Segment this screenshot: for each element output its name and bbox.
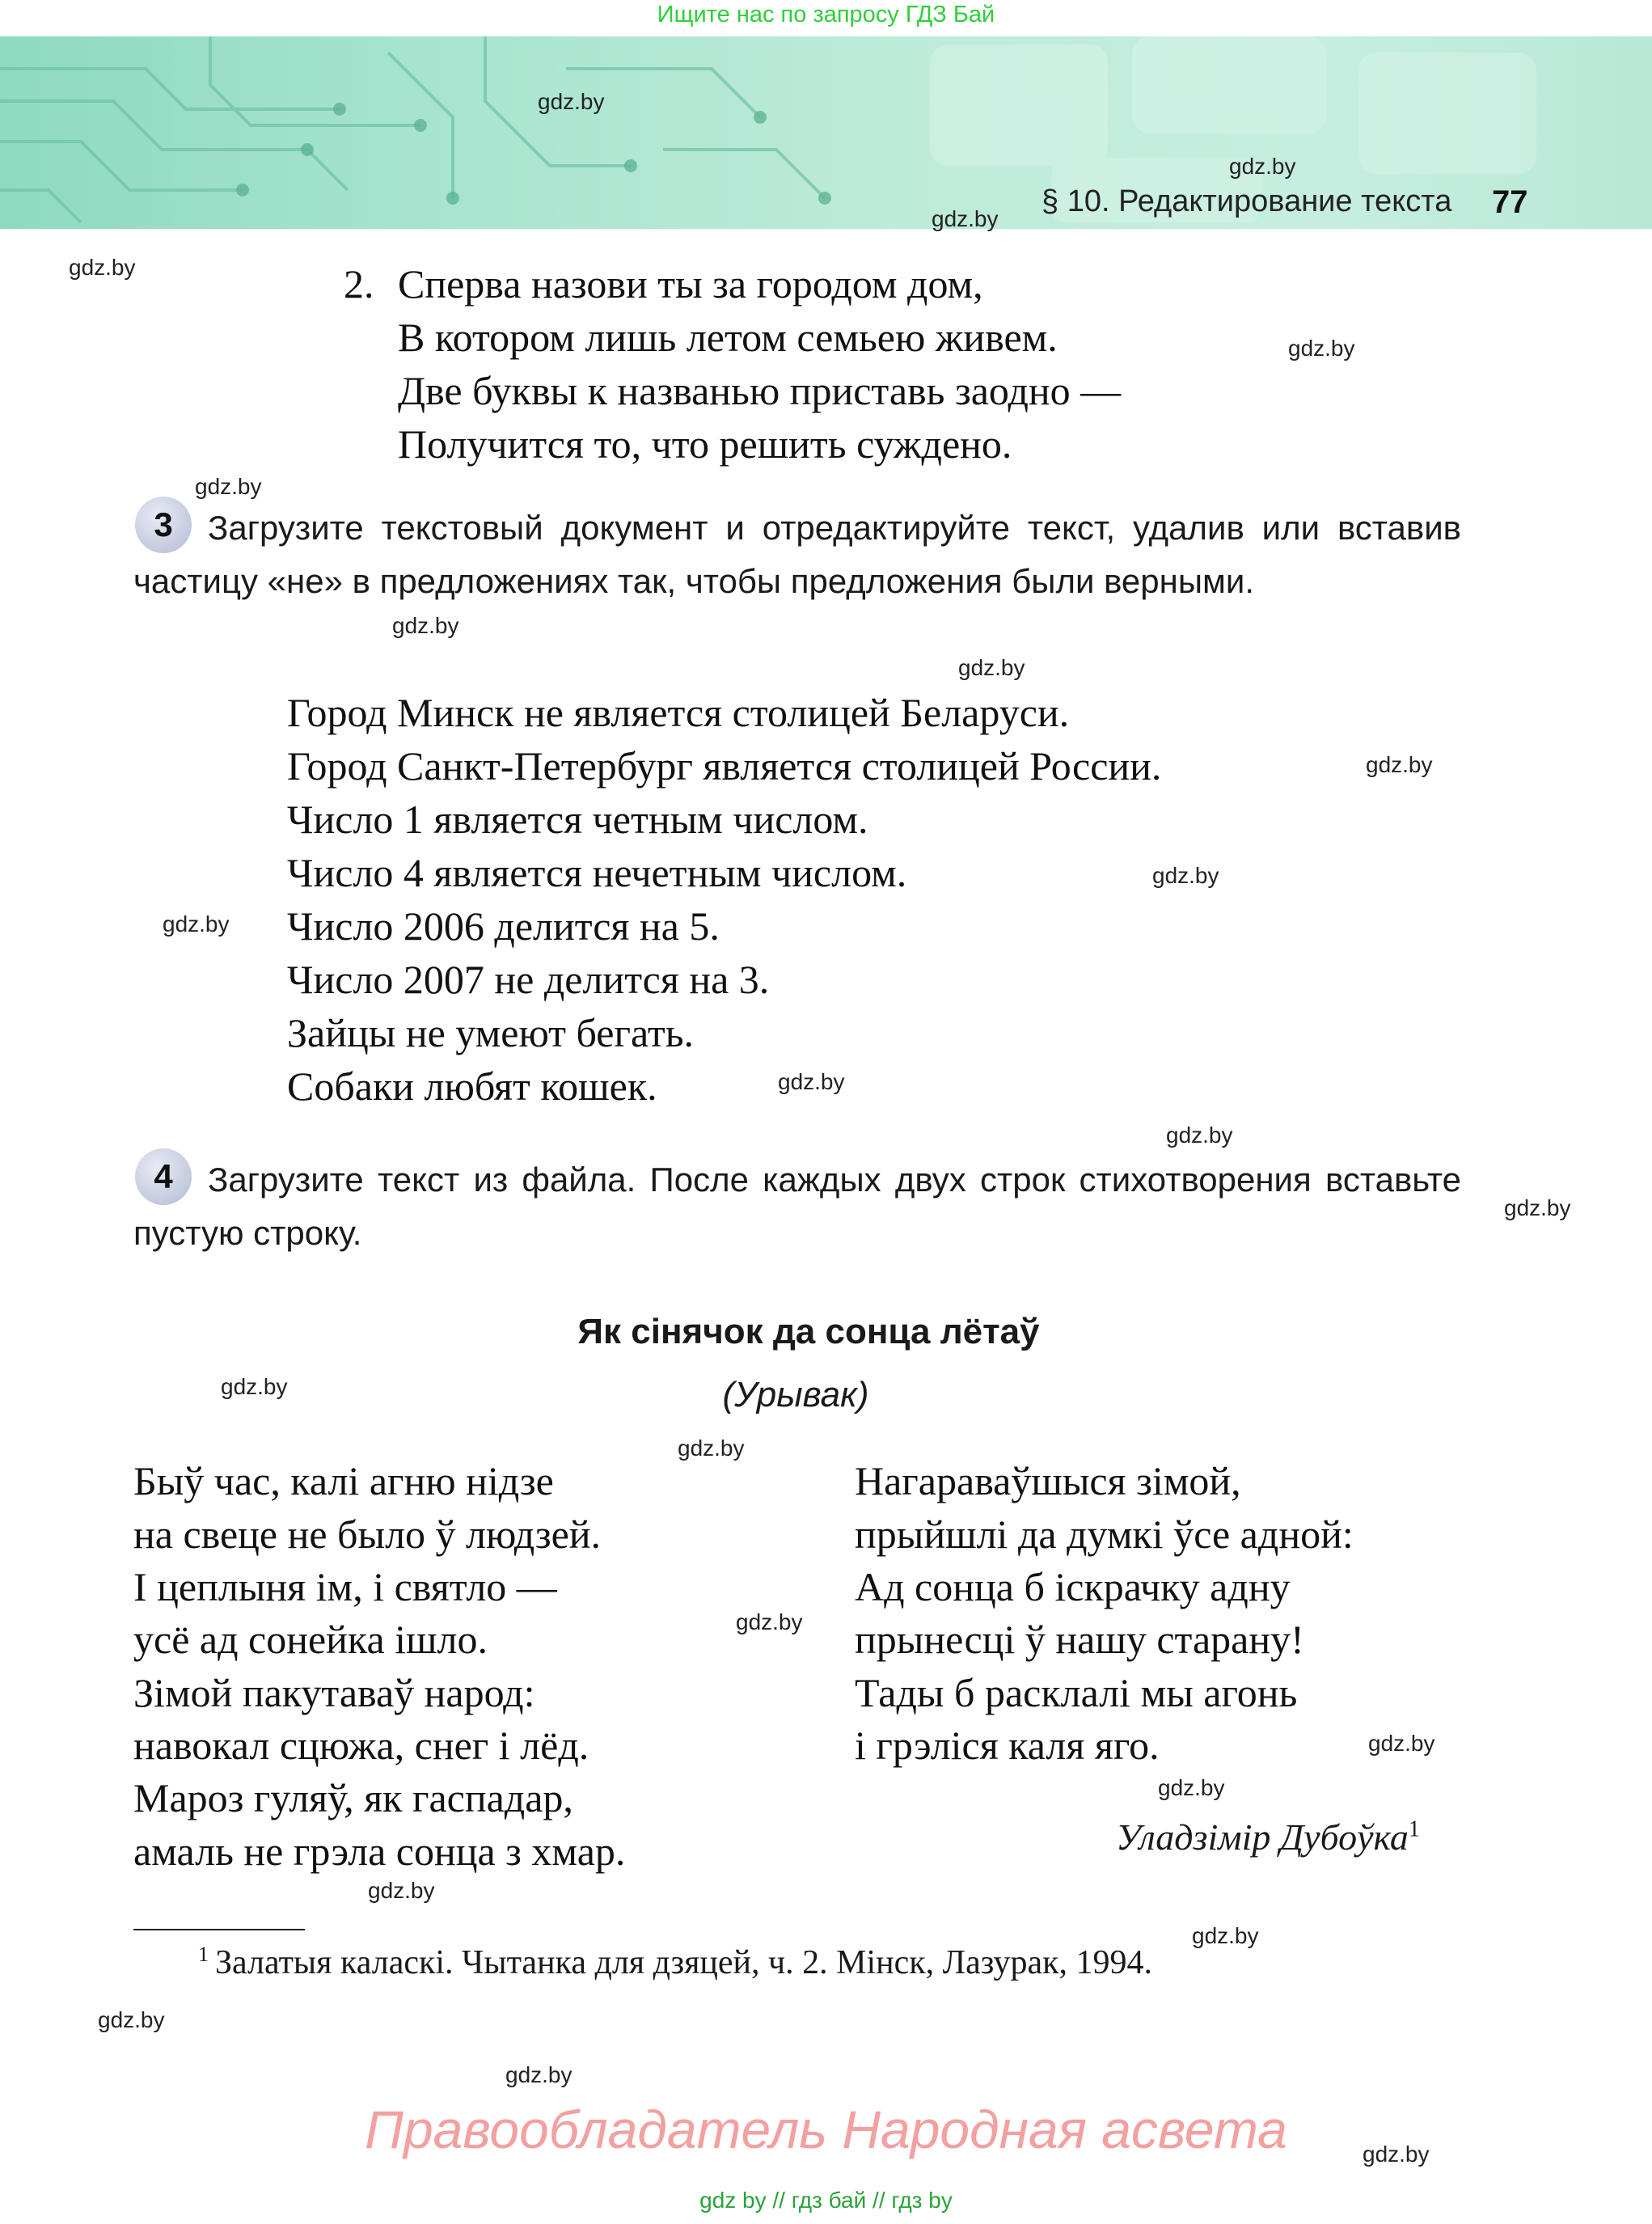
- watermark: gdz.by: [1504, 1195, 1571, 1220]
- poem-line: і грэліся каля яго.: [855, 1723, 1160, 1768]
- poem-line: І цеплыня ім, і святло —: [133, 1564, 557, 1609]
- watermark: gdz.by: [1288, 336, 1355, 361]
- sentence-line: Число 1 является четным числом.: [287, 797, 868, 842]
- footnote-text: Залатыя каласкі. Чытанка для дзяцей, ч. 2. Мінск, Лазурак, 1994.: [215, 1944, 1153, 1981]
- riddle-line: Сперва назови ты за городом дом,: [398, 261, 983, 307]
- sentence-line: Число 2007 не делится на 3.: [287, 957, 770, 1002]
- sentence-line: Число 2006 делится на 5.: [287, 903, 720, 949]
- watermark: gdz.by: [98, 2007, 165, 2032]
- poem-line: Мароз гуляў, як гаспадар,: [133, 1775, 573, 1820]
- watermark: gdz.by: [1152, 863, 1219, 888]
- watermark: gdz.by: [1229, 154, 1296, 179]
- author-name: Уладзімір Дубоўка: [1116, 1816, 1409, 1858]
- watermark: gdz.by: [163, 911, 230, 937]
- watermark: gdz.by: [778, 1069, 845, 1094]
- poem-line: Нагараваўшыся зімой,: [855, 1458, 1241, 1503]
- task3-instruction: Загрузите текстовый документ и отредактируйте текст, удалив или вставив частицу «не» в предложениях так, чтобы предложения были верными.: [133, 509, 1461, 600]
- watermark: gdz.by: [1158, 1775, 1225, 1800]
- poem-line: амаль не грэла сонца з хмар.: [133, 1829, 626, 1874]
- poem-line: Ад сонца б іскрачку адну: [855, 1564, 1291, 1609]
- watermark: gdz.by: [538, 89, 605, 114]
- watermark: gdz.by: [505, 2062, 572, 2087]
- watermark: gdz.by: [932, 206, 999, 231]
- poem-line: усё ад сонейка ішло.: [133, 1617, 488, 1662]
- task4-instruction: Загрузите текст из файла. После каждых двух строк стихотворения вставьте пустую строку.: [133, 1161, 1461, 1252]
- poem-title: Як сінячок да сонца лётаў: [577, 1312, 1040, 1351]
- watermark: gdz.by: [195, 474, 262, 499]
- bottom-links[interactable]: gdz by // гдз бай // гдз by: [699, 2188, 953, 2213]
- sentence-line: Число 4 является нечетным числом.: [287, 850, 907, 895]
- poem-subtitle: (Урывак): [722, 1375, 869, 1414]
- search-hint-link[interactable]: Ищите нас по запросу ГДЗ Бай: [657, 2, 995, 27]
- watermark: gdz.by: [368, 1878, 435, 1903]
- poem-author: [1116, 1816, 1420, 1858]
- sentence-line: Город Минск не является столицей Беларуси.: [287, 690, 1070, 735]
- poem-line: прынесці ў нашу старану!: [855, 1617, 1304, 1662]
- watermark: gdz.by: [1363, 2142, 1430, 2167]
- task-number-badge: 3: [135, 497, 192, 553]
- footnote-divider: [133, 1929, 305, 1930]
- poem-line: Зімой пакутаваў народ:: [133, 1670, 535, 1715]
- task-number-badge: 4: [135, 1148, 192, 1205]
- rights-holder-watermark: Правообладатель Народная асвета: [365, 2099, 1287, 2159]
- poem-line: Быў час, калі агню нідзе: [133, 1458, 554, 1503]
- poem-line: прыйшлі да думкі ўсе адной:: [855, 1512, 1354, 1557]
- watermark: gdz.by: [221, 1374, 288, 1399]
- sentence-line: Зайцы не умеют бегать.: [287, 1010, 695, 1055]
- watermark: gdz.by: [958, 655, 1025, 680]
- sentence-line: Собаки любят кошек.: [287, 1063, 657, 1109]
- watermark: gdz.by: [678, 1435, 745, 1461]
- footnote: [198, 1943, 1152, 1982]
- watermark: gdz.by: [1368, 1731, 1435, 1756]
- watermark: gdz.by: [1366, 752, 1433, 777]
- sentence-line: Город Санкт-Петербург является столицей России.: [287, 743, 1162, 789]
- poem-line: навокал сцюжа, снег і лёд.: [133, 1723, 589, 1768]
- watermark: gdz.by: [392, 613, 459, 638]
- poem-line: на свеце не было ў людзей.: [133, 1512, 602, 1557]
- footnote-mark: 1: [1408, 1816, 1420, 1842]
- poem-line: Тады б расклалі мы агонь: [855, 1670, 1298, 1715]
- riddle-line: Получится то, что решить суждено.: [398, 421, 1012, 467]
- watermark: gdz.by: [69, 255, 136, 280]
- riddle-line: Две буквы к названью приставь заодно —: [398, 368, 1122, 413]
- watermark: gdz.by: [736, 1609, 803, 1634]
- watermark: gdz.by: [1192, 1923, 1259, 1948]
- footnote-mark: 1: [198, 1943, 209, 1966]
- page-number: 77: [1492, 184, 1528, 220]
- riddle-number: 2.: [344, 261, 374, 307]
- riddle-line: В котором лишь летом семьею живем.: [398, 315, 1058, 360]
- section-title: § 10. Редактирование текста: [1041, 184, 1452, 218]
- watermark: gdz.by: [1166, 1123, 1233, 1148]
